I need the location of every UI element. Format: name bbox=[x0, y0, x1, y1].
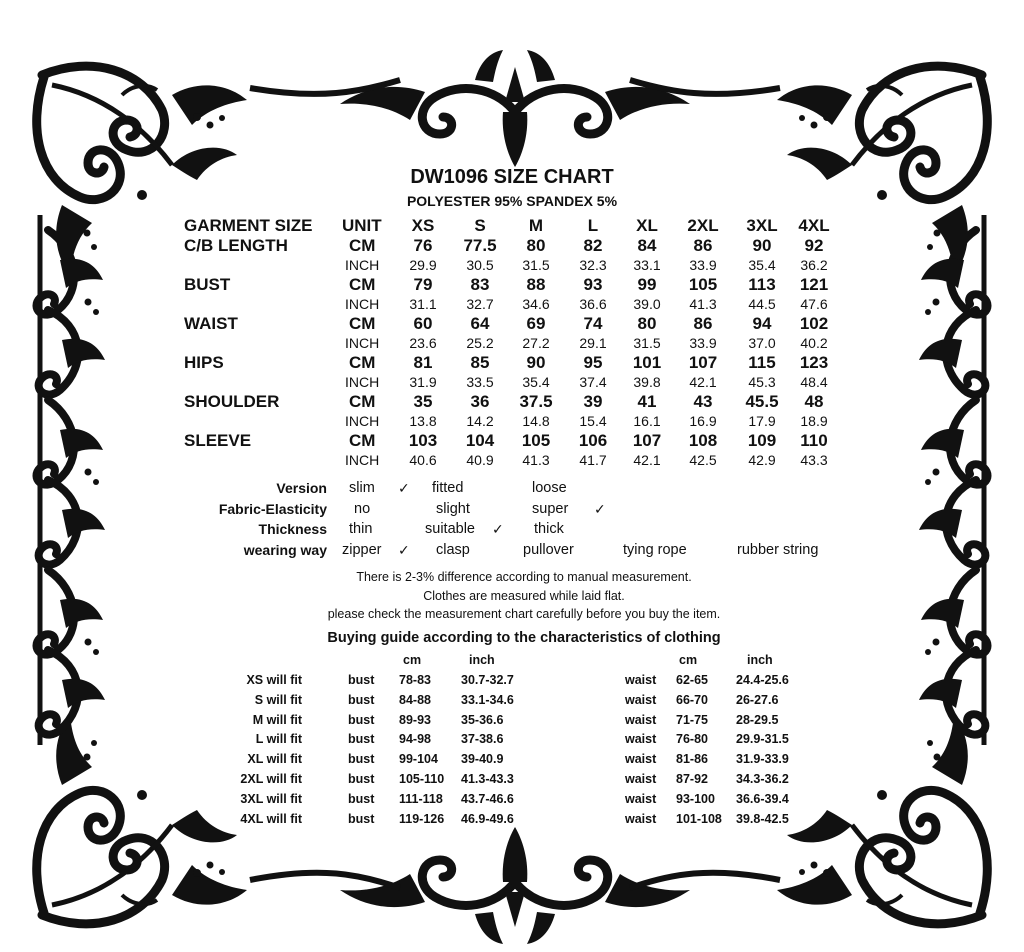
inch-value: 33.9 bbox=[689, 335, 717, 351]
inch-value: 45.3 bbox=[748, 374, 776, 390]
guide-waist-cm: 87-92 bbox=[676, 772, 708, 786]
cm-value: 121 bbox=[799, 275, 829, 294]
inch-value: 42.1 bbox=[689, 374, 717, 390]
size-header: 4XL bbox=[798, 216, 830, 235]
inch-value: 39.0 bbox=[633, 296, 661, 312]
guide-bust-label: bust bbox=[348, 811, 375, 826]
guide-waist-label: waist bbox=[625, 752, 657, 767]
check-mark-icon: ✓ bbox=[398, 480, 410, 496]
cm-value: 85 bbox=[470, 353, 490, 372]
cm-value: 92 bbox=[804, 236, 824, 255]
guide-bust-cm: 99-104 bbox=[399, 752, 438, 767]
guide-bust-cm: 119-126 bbox=[399, 811, 445, 826]
guide-waist-label: waist bbox=[625, 772, 657, 786]
guide-waist-inch: 36.6-39.4 bbox=[736, 791, 789, 806]
guide-waist-inch: 24.4-25.6 bbox=[736, 673, 789, 687]
inch-value: 35.4 bbox=[522, 374, 550, 390]
guide-waist-label: waist bbox=[625, 791, 657, 806]
check-mark-icon: ✓ bbox=[398, 542, 410, 558]
guide-cm-header: cm bbox=[679, 653, 698, 667]
inch-value: 35.4 bbox=[748, 257, 776, 273]
garment-size-header: GARMENT SIZE bbox=[184, 216, 313, 235]
cm-value: 86 bbox=[693, 314, 713, 333]
cm-value: 104 bbox=[465, 431, 495, 450]
cm-value: 69 bbox=[526, 314, 546, 333]
cm-value: 64 bbox=[470, 314, 490, 333]
inch-value: 42.5 bbox=[689, 452, 717, 468]
guide-bust-inch: 35-36.6 bbox=[461, 712, 504, 727]
attribute-option: clasp bbox=[436, 542, 470, 558]
inch-value: 16.1 bbox=[633, 413, 661, 429]
cm-value: 109 bbox=[747, 431, 777, 450]
guide-bust-cm: 84-88 bbox=[399, 692, 431, 707]
cm-value: 88 bbox=[526, 275, 546, 294]
cm-value: 45.5 bbox=[745, 392, 779, 411]
size-header: XL bbox=[636, 216, 658, 235]
check-mark-icon: ✓ bbox=[492, 521, 504, 537]
guide-inch-header: inch bbox=[469, 653, 495, 667]
cm-value: 107 bbox=[632, 431, 662, 450]
guide-waist-label: waist bbox=[625, 732, 657, 747]
cm-value: 115 bbox=[748, 353, 776, 372]
inch-value: 36.6 bbox=[579, 296, 607, 312]
inch-value: 33.1 bbox=[633, 257, 661, 273]
inch-value: 16.9 bbox=[689, 413, 717, 429]
unit-header: UNIT bbox=[342, 216, 382, 235]
guide-bust-cm: 94-98 bbox=[399, 732, 431, 747]
cm-value: 81 bbox=[413, 353, 433, 372]
inch-value: 42.9 bbox=[748, 452, 776, 468]
guide-bust-label: bust bbox=[348, 732, 375, 747]
cm-value: 93 bbox=[583, 275, 603, 294]
measurement-label: C/B LENGTH bbox=[184, 236, 288, 255]
measurement-note: There is 2-3% difference according to manual measurement. bbox=[356, 570, 692, 584]
measurement-note: Clothes are measured while laid flat. bbox=[423, 589, 625, 603]
guide-cm-header: cm bbox=[403, 653, 422, 667]
guide-bust-inch: 43.7-46.6 bbox=[461, 791, 514, 806]
inch-value: 37.4 bbox=[579, 374, 607, 390]
buying-guide-title: Buying guide according to the characteristics of clothing bbox=[327, 630, 721, 646]
unit-cm: CM bbox=[349, 236, 376, 255]
cm-value: 86 bbox=[693, 236, 713, 255]
cm-value: 110 bbox=[800, 431, 828, 450]
inch-value: 43.3 bbox=[800, 452, 828, 468]
cm-value: 77.5 bbox=[463, 236, 497, 255]
attribute-option: super bbox=[532, 501, 569, 517]
guide-size-label: 3XL will fit bbox=[240, 791, 302, 806]
size-header: M bbox=[528, 216, 544, 235]
cm-value: 94 bbox=[752, 314, 772, 333]
check-mark-icon: ✓ bbox=[594, 501, 606, 517]
guide-bust-inch: 37-38.6 bbox=[461, 732, 504, 747]
guide-waist-cm: 62-65 bbox=[676, 673, 708, 687]
attribute-option: fitted bbox=[432, 480, 464, 496]
cm-value: 103 bbox=[408, 431, 438, 450]
inch-value: 39.8 bbox=[633, 374, 661, 390]
guide-waist-inch: 31.9-33.9 bbox=[736, 752, 789, 767]
guide-inch-header: inch bbox=[747, 653, 773, 667]
size-header: 2XL bbox=[687, 216, 719, 235]
inch-value: 17.9 bbox=[748, 413, 776, 429]
measurement-label: BUST bbox=[184, 275, 231, 294]
measurement-label: SHOULDER bbox=[184, 392, 280, 411]
unit-cm: CM bbox=[349, 275, 376, 294]
guide-bust-label: bust bbox=[348, 752, 375, 767]
guide-bust-cm: 105-110 bbox=[399, 772, 445, 786]
inch-value: 13.8 bbox=[409, 413, 437, 429]
unit-cm: CM bbox=[349, 431, 376, 450]
inch-value: 15.4 bbox=[579, 413, 607, 429]
guide-size-label: S will fit bbox=[254, 692, 302, 707]
guide-waist-label: waist bbox=[625, 692, 657, 707]
cm-value: 35 bbox=[413, 392, 433, 411]
inch-value: 40.6 bbox=[409, 452, 437, 468]
guide-waist-label: waist bbox=[625, 811, 657, 826]
cm-value: 37.5 bbox=[519, 392, 553, 411]
size-header: L bbox=[587, 216, 599, 235]
guide-waist-cm: 81-86 bbox=[676, 752, 708, 767]
cm-value: 84 bbox=[637, 236, 657, 255]
size-header: XS bbox=[411, 216, 435, 235]
cm-value: 82 bbox=[583, 236, 603, 255]
unit-cm: CM bbox=[349, 314, 376, 333]
attribute-label: Fabric-Elasticity bbox=[218, 501, 327, 517]
chart-title: DW1096 SIZE CHART bbox=[410, 166, 614, 188]
cm-value: 60 bbox=[413, 314, 433, 333]
cm-value: 108 bbox=[688, 431, 718, 450]
inch-value: 41.7 bbox=[579, 452, 607, 468]
cm-value: 99 bbox=[637, 275, 657, 294]
cm-value: 123 bbox=[799, 353, 829, 372]
attribute-label: wearing way bbox=[243, 542, 327, 558]
inch-value: 18.9 bbox=[800, 413, 828, 429]
guide-waist-cm: 71-75 bbox=[676, 712, 708, 727]
cm-value: 80 bbox=[637, 314, 657, 333]
cm-value: 74 bbox=[583, 314, 603, 333]
attribute-option: loose bbox=[532, 480, 567, 496]
guide-waist-inch: 28-29.5 bbox=[736, 712, 779, 727]
cm-value: 76 bbox=[413, 236, 433, 255]
measurement-label: SLEEVE bbox=[184, 431, 252, 450]
cm-value: 79 bbox=[413, 275, 433, 294]
attribute-option: pullover bbox=[523, 542, 574, 558]
inch-value: 44.5 bbox=[748, 296, 776, 312]
guide-waist-label: waist bbox=[625, 712, 657, 727]
guide-size-label: 2XL will fit bbox=[240, 772, 302, 786]
fabric-composition: POLYESTER 95% SPANDEX 5% bbox=[406, 193, 618, 209]
guide-bust-label: bust bbox=[348, 673, 375, 687]
unit-cm: CM bbox=[349, 392, 376, 411]
cm-value: 48 bbox=[804, 392, 824, 411]
guide-waist-cm: 76-80 bbox=[676, 732, 708, 747]
unit-inch: INCH bbox=[345, 296, 380, 312]
cm-value: 95 bbox=[583, 353, 603, 372]
inch-value: 40.9 bbox=[466, 452, 494, 468]
guide-waist-inch: 26-27.6 bbox=[736, 692, 779, 707]
inch-value: 32.3 bbox=[579, 257, 607, 273]
inch-value: 25.2 bbox=[466, 335, 494, 351]
guide-waist-cm: 101-108 bbox=[676, 811, 722, 826]
guide-size-label: XL will fit bbox=[247, 752, 302, 767]
cm-value: 106 bbox=[578, 431, 608, 450]
guide-bust-inch: 41.3-43.3 bbox=[461, 772, 514, 786]
attribute-option: zipper bbox=[342, 542, 382, 558]
guide-bust-label: bust bbox=[348, 692, 375, 707]
unit-inch: INCH bbox=[345, 374, 380, 390]
cm-value: 83 bbox=[470, 275, 490, 294]
guide-size-label: XS will fit bbox=[246, 673, 302, 687]
cm-value: 90 bbox=[752, 236, 772, 255]
size-header: 3XL bbox=[746, 216, 778, 235]
inch-value: 30.5 bbox=[466, 257, 494, 273]
inch-value: 31.5 bbox=[633, 335, 661, 351]
attribute-option: slight bbox=[436, 501, 470, 517]
guide-waist-inch: 34.3-36.2 bbox=[736, 772, 789, 786]
guide-bust-cm: 111-118 bbox=[399, 791, 443, 806]
guide-bust-label: bust bbox=[348, 791, 375, 806]
attribute-label: Version bbox=[276, 480, 327, 496]
guide-bust-inch: 30.7-32.7 bbox=[461, 673, 514, 687]
guide-waist-label: waist bbox=[625, 673, 657, 687]
cm-value: 105 bbox=[521, 431, 551, 450]
guide-bust-label: bust bbox=[348, 772, 375, 786]
guide-waist-inch: 39.8-42.5 bbox=[736, 811, 789, 826]
cm-value: 107 bbox=[688, 353, 718, 372]
attribute-option: suitable bbox=[425, 521, 475, 537]
cm-value: 43 bbox=[693, 392, 713, 411]
attribute-option: rubber string bbox=[737, 542, 819, 558]
inch-value: 34.6 bbox=[522, 296, 550, 312]
attribute-option: thin bbox=[349, 521, 373, 537]
inch-value: 31.1 bbox=[409, 296, 437, 312]
inch-value: 47.6 bbox=[800, 296, 828, 312]
inch-value: 32.7 bbox=[466, 296, 494, 312]
cm-value: 39 bbox=[583, 392, 603, 411]
cm-value: 102 bbox=[799, 314, 829, 333]
cm-value: 80 bbox=[526, 236, 546, 255]
attribute-option: thick bbox=[534, 521, 564, 537]
inch-value: 41.3 bbox=[689, 296, 717, 312]
guide-bust-label: bust bbox=[348, 712, 375, 727]
unit-inch: INCH bbox=[345, 452, 380, 468]
guide-waist-cm: 93-100 bbox=[676, 791, 715, 806]
guide-waist-cm: 66-70 bbox=[676, 692, 708, 707]
cm-value: 113 bbox=[748, 275, 776, 294]
cm-value: 105 bbox=[688, 275, 718, 294]
guide-bust-cm: 78-83 bbox=[399, 673, 431, 687]
guide-waist-inch: 29.9-31.5 bbox=[736, 732, 789, 747]
guide-size-label: M will fit bbox=[252, 712, 302, 727]
size-header: S bbox=[474, 216, 486, 235]
measurement-label: WAIST bbox=[184, 314, 238, 333]
inch-value: 14.2 bbox=[466, 413, 494, 429]
unit-cm: CM bbox=[349, 353, 376, 372]
inch-value: 40.2 bbox=[800, 335, 828, 351]
inch-value: 33.5 bbox=[466, 374, 494, 390]
inch-value: 36.2 bbox=[800, 257, 828, 273]
cm-value: 90 bbox=[526, 353, 546, 372]
inch-value: 33.9 bbox=[689, 257, 717, 273]
measurement-note: please check the measurement chart carefully before you buy the item. bbox=[327, 607, 721, 621]
guide-size-label: L will fit bbox=[255, 732, 302, 747]
attribute-option: slim bbox=[349, 480, 375, 496]
cm-value: 36 bbox=[470, 392, 490, 411]
cm-value: 41 bbox=[637, 392, 657, 411]
unit-inch: INCH bbox=[345, 257, 380, 273]
inch-value: 23.6 bbox=[409, 335, 437, 351]
unit-inch: INCH bbox=[345, 413, 380, 429]
inch-value: 31.5 bbox=[522, 257, 550, 273]
cm-value: 101 bbox=[632, 353, 662, 372]
guide-bust-inch: 33.1-34.6 bbox=[461, 692, 514, 707]
attribute-option: tying rope bbox=[623, 542, 687, 558]
unit-inch: INCH bbox=[345, 335, 380, 351]
measurement-label: HIPS bbox=[184, 353, 224, 372]
guide-bust-cm: 89-93 bbox=[399, 712, 431, 727]
inch-value: 14.8 bbox=[522, 413, 550, 429]
inch-value: 31.9 bbox=[409, 374, 437, 390]
inch-value: 48.4 bbox=[800, 374, 828, 390]
guide-bust-inch: 46.9-49.6 bbox=[461, 811, 514, 826]
attribute-option: no bbox=[354, 501, 371, 517]
inch-value: 27.2 bbox=[522, 335, 550, 351]
inch-value: 29.1 bbox=[579, 335, 607, 351]
guide-size-label: 4XL will fit bbox=[240, 811, 302, 826]
inch-value: 42.1 bbox=[633, 452, 661, 468]
inch-value: 29.9 bbox=[409, 257, 437, 273]
guide-bust-inch: 39-40.9 bbox=[461, 752, 504, 767]
inch-value: 37.0 bbox=[748, 335, 776, 351]
inch-value: 41.3 bbox=[522, 452, 550, 468]
attribute-label: Thickness bbox=[258, 521, 327, 537]
